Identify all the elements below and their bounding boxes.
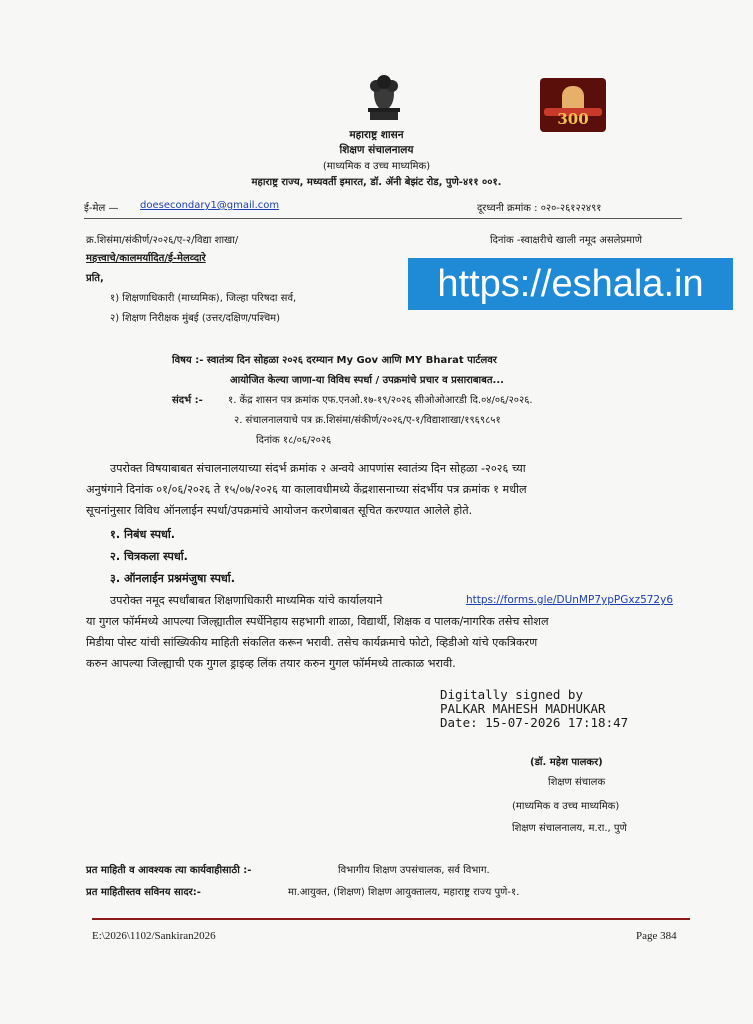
gov-title: महाराष्ट्र शासन bbox=[349, 129, 404, 141]
body-para1-line1: उपरोक्त विषयाबाबत संचालनालयाच्या संदर्भ क्रमांक २ अन्वये आपणांस स्वातंत्र्य दिन सोहळा -२०२६ च्या bbox=[110, 462, 526, 475]
signatory-subtitle: (माध्यमिक व उच्च माध्यमिक) bbox=[512, 801, 620, 812]
competition-item-1: १. निबंध स्पर्धा. bbox=[110, 528, 175, 541]
letter-ref-number: क्र.शिसंमा/संकीर्ण/२०२६/ए-२/विद्या शाखा/ bbox=[86, 235, 239, 246]
body-para2-line4: करुन आपल्या जिल्ह्याची एक गुगल ड्राइव्ह लिंक तयार करुन गुगल फॉर्ममध्ये तात्काळ भरावी. bbox=[86, 657, 456, 670]
to-label: प्रति, bbox=[86, 273, 104, 284]
footer-page-number: Page 384 bbox=[636, 930, 677, 942]
logo-number: 300 bbox=[557, 110, 589, 128]
cc-line-2-label: प्रत माहितीस्तव सविनय सादर:- bbox=[86, 887, 201, 898]
anniversary-logo bbox=[540, 78, 606, 132]
priority-note: महत्त्वाचे/कालमर्यादित/ई-मेलव्दारे bbox=[86, 253, 206, 264]
body-para1-line3: सूचनांनुसार विविध ऑनलाईन स्पर्धा/उपक्रमांचे आयोजन करणेबाबत सूचित करण्यात आलेले होते. bbox=[86, 504, 473, 517]
body-para2-line2: या गुगल फॉर्ममध्ये आपल्या जिल्ह्यातील स्पर्धेनिहाय सहभागी शाळा, विद्यार्थी, शिक्षक व पालक/नागरिक तसेच सोशल bbox=[86, 615, 549, 628]
recipient-1: १) शिक्षणाधिकारी (माध्यमिक), जिल्हा परिषदा सर्व, bbox=[110, 293, 297, 304]
competition-item-3: ३. ऑनलाईन प्रश्नमंजुषा स्पर्धा. bbox=[110, 572, 235, 585]
competition-item-2: २. चित्रकला स्पर्धा. bbox=[110, 550, 188, 563]
signatory-office: शिक्षण संचालनालय, म.रा., पुणे bbox=[512, 823, 627, 834]
reference-2: २. संचालनालयाचे पत्र क्र.शिसंमा/संकीर्ण/२०२६/ए-१/विद्याशाखा/१९६९८५१ bbox=[234, 415, 501, 426]
digital-sign-line-1: Digitally signed by bbox=[440, 687, 583, 702]
recipient-2: २) शिक्षण निरीक्षक मुंबई (उत्तर/दक्षिण/पश्चिम) bbox=[110, 313, 281, 324]
reference-label: संदर्भ :- bbox=[172, 395, 203, 406]
reference-1: १. केंद्र शासन पत्र क्रमांक एफ.एनओ.१७-१९/२०२६ सीओओआरडी दि.०४/०६/२०२६. bbox=[228, 395, 533, 406]
state-emblem-icon bbox=[362, 72, 406, 124]
body-para1-line2: अनुषंगाने दिनांक ०१/०६/२०२६ ते १५/०७/२०२६ या कालावधीमध्ये केंद्रशासनाच्या संदर्भीय पत्र क्रमांक १ मधील bbox=[86, 483, 527, 496]
header-divider bbox=[84, 218, 682, 219]
subject-line-1: विषय :- स्वातंत्र्य दिन सोहळा २०२६ दरम्यान My Gov आणि MY Bharat पार्टलवर bbox=[172, 355, 497, 366]
digital-sign-line-2: PALKAR MAHESH MADHUKAR bbox=[440, 701, 606, 716]
phone-number: दूरध्वनी क्रमांक : ०२०-२६१२२४९१ bbox=[477, 203, 602, 214]
email-label: ई-मेल — bbox=[84, 203, 119, 214]
dept-title: शिक्षण संचालनालय bbox=[339, 144, 414, 156]
dept-address: महाराष्ट्र राज्य, मध्यवर्ती इमारत, डॉ. ॲनी बेझंट रोड, पुणे-४११ ००१. bbox=[251, 177, 502, 188]
reference-2-date: दिनांक १८/०६/२०२६ bbox=[256, 435, 332, 446]
cc-line-2-text: मा.आयुक्त, (शिक्षण) शिक्षण आयुक्तालय, महाराष्ट्र राज्य पुणे-१. bbox=[288, 887, 520, 898]
body-para2-line1: उपरोक्त नमूद स्पर्धांबाबत शिक्षणाधिकारी माध्यमिक यांचे कार्यालयाने bbox=[110, 594, 383, 607]
watermark-banner: https://eshala.in bbox=[408, 258, 733, 310]
email-link[interactable]: doesecondary1@gmail.com bbox=[140, 200, 280, 211]
subject-line-2: आयोजित केल्या जाणा-या विविध स्पर्धा / उपक्रमांचे प्रचार व प्रसाराबाबत... bbox=[230, 375, 504, 386]
body-para2-line3: मिडीया पोस्ट यांची सांख्यिकीय माहिती संकलित करून भरावी. तसेच कार्यक्रमाचे फोटो, व्हिडीओ यांचे एकत्रिकरण bbox=[86, 636, 538, 649]
cc-line-1-label: प्रत माहिती व आवश्यक त्या कार्यवाहीसाठी :- bbox=[86, 865, 252, 876]
footer-file-path: E:\2026\1102/Sankiran2026 bbox=[92, 930, 216, 942]
signatory-name: (डॉ. महेश पालकर) bbox=[530, 757, 603, 768]
letter-date: दिनांक -स्वाक्षरीचे खाली नमूद असलेप्रमाणे bbox=[490, 235, 642, 246]
dept-subtitle: (माध्यमिक व उच्च माध्यमिक) bbox=[322, 161, 431, 172]
footer-rule bbox=[92, 918, 690, 920]
cc-line-1-text: विभागीय शिक्षण उपसंचालक, सर्व विभाग. bbox=[338, 865, 490, 876]
google-form-link[interactable]: https://forms.gle/DUnMP7ypPGxz572y6 bbox=[466, 594, 674, 606]
digital-sign-line-3: Date: 15-07-2026 17:18:47 bbox=[440, 715, 629, 730]
signatory-title: शिक्षण संचालक bbox=[548, 777, 606, 788]
